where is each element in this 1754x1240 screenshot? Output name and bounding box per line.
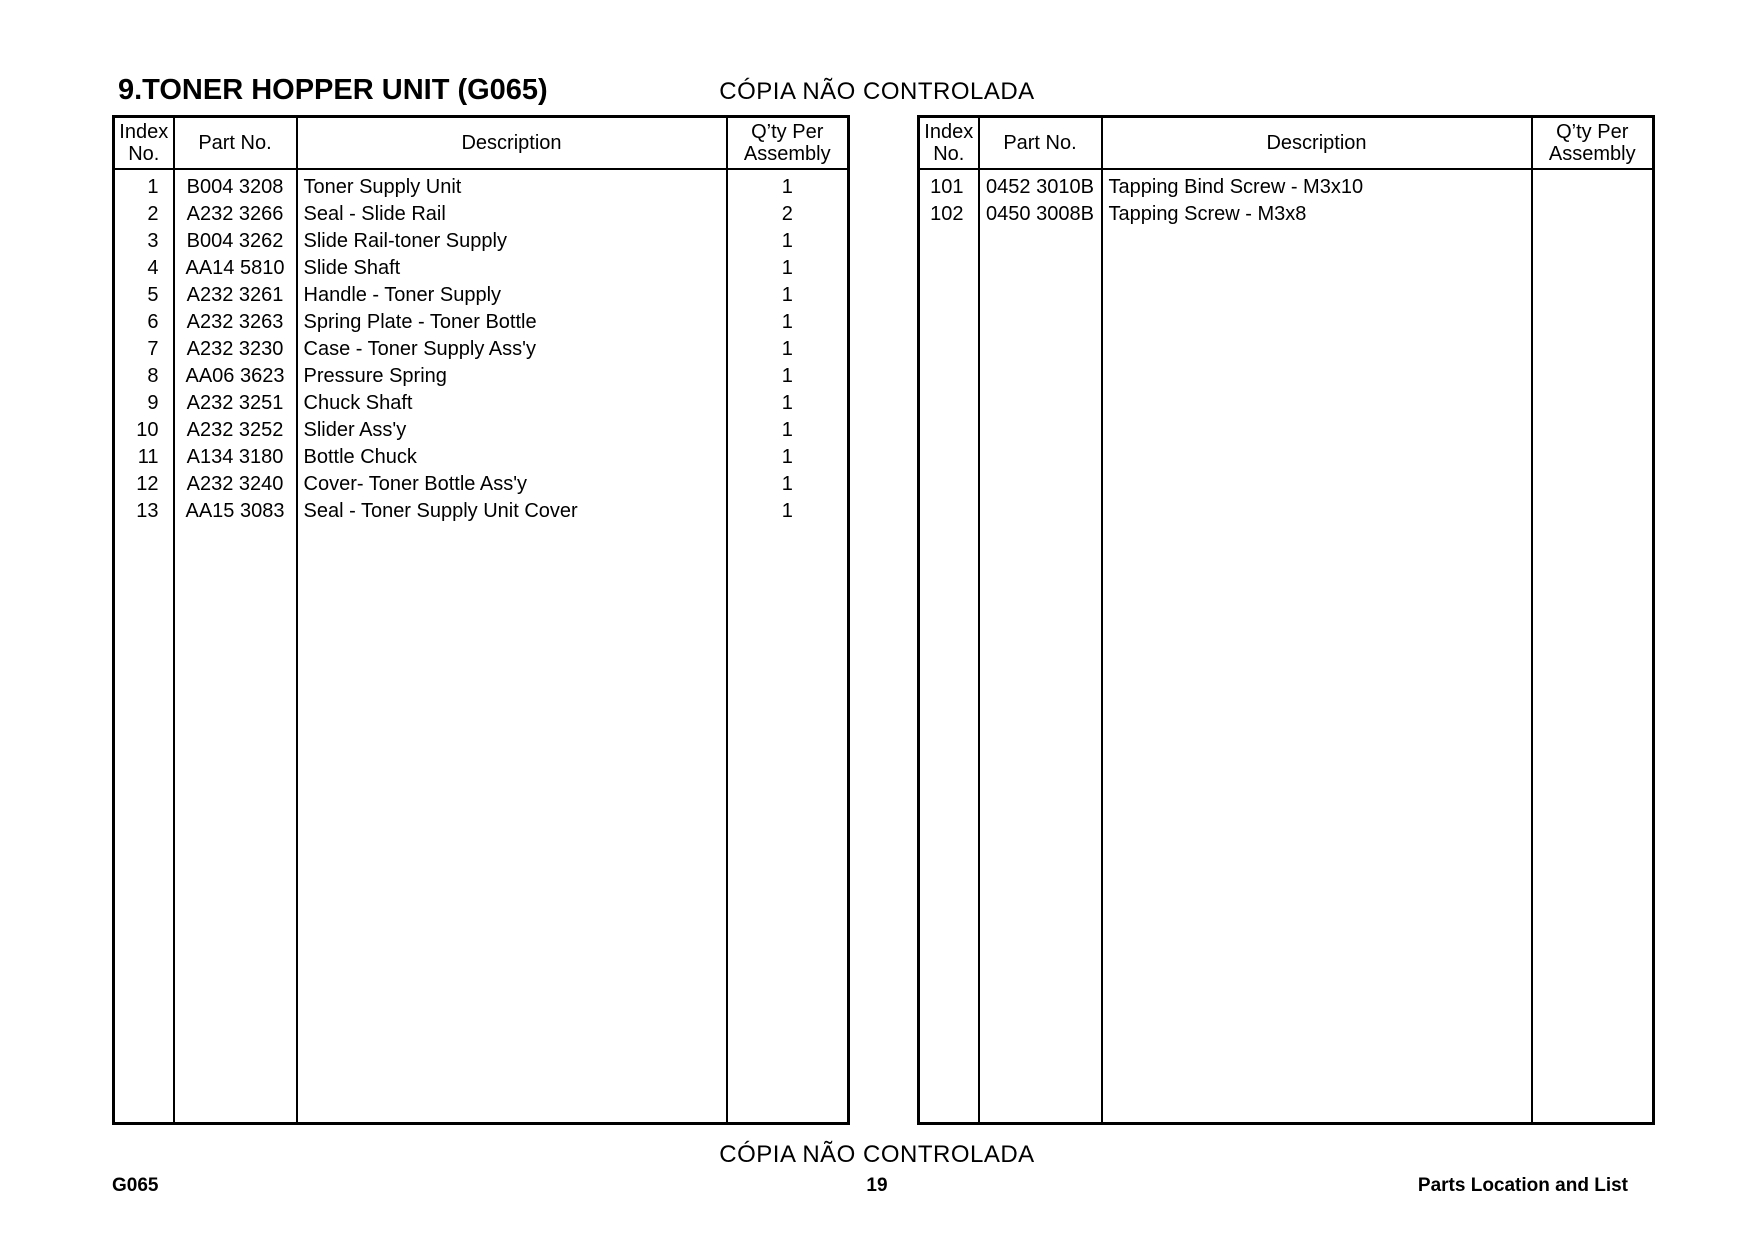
cell-index: 13	[114, 498, 174, 525]
parts-table-right-body	[919, 169, 1654, 1124]
table-filler-row	[919, 228, 1654, 1124]
cell-part-no: 0450 3008B	[979, 201, 1102, 228]
header-part-no: Part No.	[979, 117, 1102, 170]
cell-index: 3	[114, 228, 174, 255]
parts-table-right	[917, 115, 1655, 1125]
cell-description: Pressure Spring	[297, 363, 727, 390]
table-row	[114, 498, 849, 525]
table-row	[114, 255, 849, 282]
cell-part-no: A134 3180	[174, 444, 297, 471]
table-row	[114, 309, 849, 336]
cell-part-no: A232 3261	[174, 282, 297, 309]
cell-description: Slide Rail-toner Supply	[297, 228, 727, 255]
table-row	[919, 201, 1654, 228]
table-row	[114, 336, 849, 363]
cell-index: 1	[114, 169, 174, 201]
cell-part-no: 0452 3010B	[979, 169, 1102, 201]
cell-qty	[1532, 169, 1654, 201]
watermark-top: CÓPIA NÃO CONTROLADA	[719, 78, 1035, 105]
cell-index: 8	[114, 363, 174, 390]
cell-index: 5	[114, 282, 174, 309]
cell-description: Seal - Toner Supply Unit Cover	[297, 498, 727, 525]
cell-index: 11	[114, 444, 174, 471]
cell-part-no: A232 3251	[174, 390, 297, 417]
cell-qty: 1	[781, 392, 793, 414]
cell-qty: 1	[781, 176, 793, 198]
cell-index: 4	[114, 255, 174, 282]
cell-index: 102	[919, 201, 979, 228]
cell-description: Chuck Shaft	[297, 390, 727, 417]
table-row	[919, 169, 1654, 201]
cell-index: 6	[114, 309, 174, 336]
cell-description: Cover- Toner Bottle Ass'y	[297, 471, 727, 498]
header-part-no: Part No.	[174, 117, 297, 170]
footer-page-number: 19	[866, 1175, 888, 1196]
cell-index: 12	[114, 471, 174, 498]
parts-table-left-body	[114, 169, 849, 1124]
cell-part-no: AA14 5810	[174, 255, 297, 282]
table-row	[114, 201, 849, 228]
cell-description: Slide Shaft	[297, 255, 727, 282]
cell-description: Tapping Bind Screw - M3x10	[1102, 169, 1532, 201]
cell-qty: 1	[781, 419, 793, 441]
cell-part-no: A232 3240	[174, 471, 297, 498]
cell-qty: 1	[781, 257, 793, 279]
table-filler-row	[114, 525, 849, 1124]
cell-index: 101	[919, 169, 979, 201]
cell-description: Toner Supply Unit	[297, 169, 727, 201]
cell-qty: 1	[781, 230, 793, 252]
watermark-bottom: CÓPIA NÃO CONTROLADA	[719, 1141, 1035, 1168]
table-row	[114, 169, 849, 201]
cell-qty: 1	[781, 311, 793, 333]
empty-cell	[1532, 228, 1654, 1124]
cell-index: 9	[114, 390, 174, 417]
cell-part-no: A232 3263	[174, 309, 297, 336]
table-row	[114, 417, 849, 444]
cell-part-no: AA15 3083	[174, 498, 297, 525]
table-row	[114, 471, 849, 498]
cell-qty: 1	[781, 500, 793, 522]
cell-part-no: A232 3230	[174, 336, 297, 363]
cell-index: 2	[114, 201, 174, 228]
cell-description: Tapping Screw - M3x8	[1102, 201, 1532, 228]
empty-cell	[979, 228, 1102, 1124]
cell-index: 10	[114, 417, 174, 444]
page-title: 9.TONER HOPPER UNIT (G065)	[118, 74, 548, 106]
table-row	[114, 444, 849, 471]
cell-description: Seal - Slide Rail	[297, 201, 727, 228]
table-header-row	[114, 117, 849, 170]
table-header-row	[919, 117, 1654, 170]
table-row	[114, 228, 849, 255]
empty-cell	[919, 228, 979, 1124]
cell-part-no: A232 3252	[174, 417, 297, 444]
cell-part-no: AA06 3623	[174, 363, 297, 390]
empty-cell	[727, 525, 849, 1124]
cell-index: 7	[114, 336, 174, 363]
cell-qty: 1	[781, 338, 793, 360]
header-description: Description	[1102, 117, 1532, 170]
table-row	[114, 390, 849, 417]
table-row	[114, 282, 849, 309]
footer-section: Parts Location and List	[1417, 1175, 1628, 1196]
cell-description: Spring Plate - Toner Bottle	[297, 309, 727, 336]
cell-qty: 1	[781, 284, 793, 306]
cell-qty: 1	[781, 446, 793, 468]
footer-model: G065	[112, 1175, 159, 1196]
cell-description: Slider Ass'y	[297, 417, 727, 444]
cell-qty	[1532, 201, 1654, 228]
cell-part-no: B004 3208	[174, 169, 297, 201]
empty-cell	[297, 525, 727, 1124]
cell-qty: 1	[781, 365, 793, 387]
cell-description: Handle - Toner Supply	[297, 282, 727, 309]
table-row	[114, 363, 849, 390]
empty-cell	[114, 525, 174, 1124]
cell-qty: 2	[781, 203, 793, 225]
cell-description: Bottle Chuck	[297, 444, 727, 471]
parts-table-left	[112, 115, 850, 1125]
header-qty: Q’ty Per Assembly	[727, 117, 849, 170]
header-description: Description	[297, 117, 727, 170]
cell-part-no: B004 3262	[174, 228, 297, 255]
cell-part-no: A232 3266	[174, 201, 297, 228]
header-index: Index No.	[919, 117, 979, 170]
empty-cell	[1102, 228, 1532, 1124]
empty-cell	[174, 525, 297, 1124]
header-qty: Q’ty Per Assembly	[1532, 117, 1654, 170]
cell-description: Case - Toner Supply Ass'y	[297, 336, 727, 363]
header-index: Index No.	[114, 117, 174, 170]
cell-qty: 1	[781, 473, 793, 495]
